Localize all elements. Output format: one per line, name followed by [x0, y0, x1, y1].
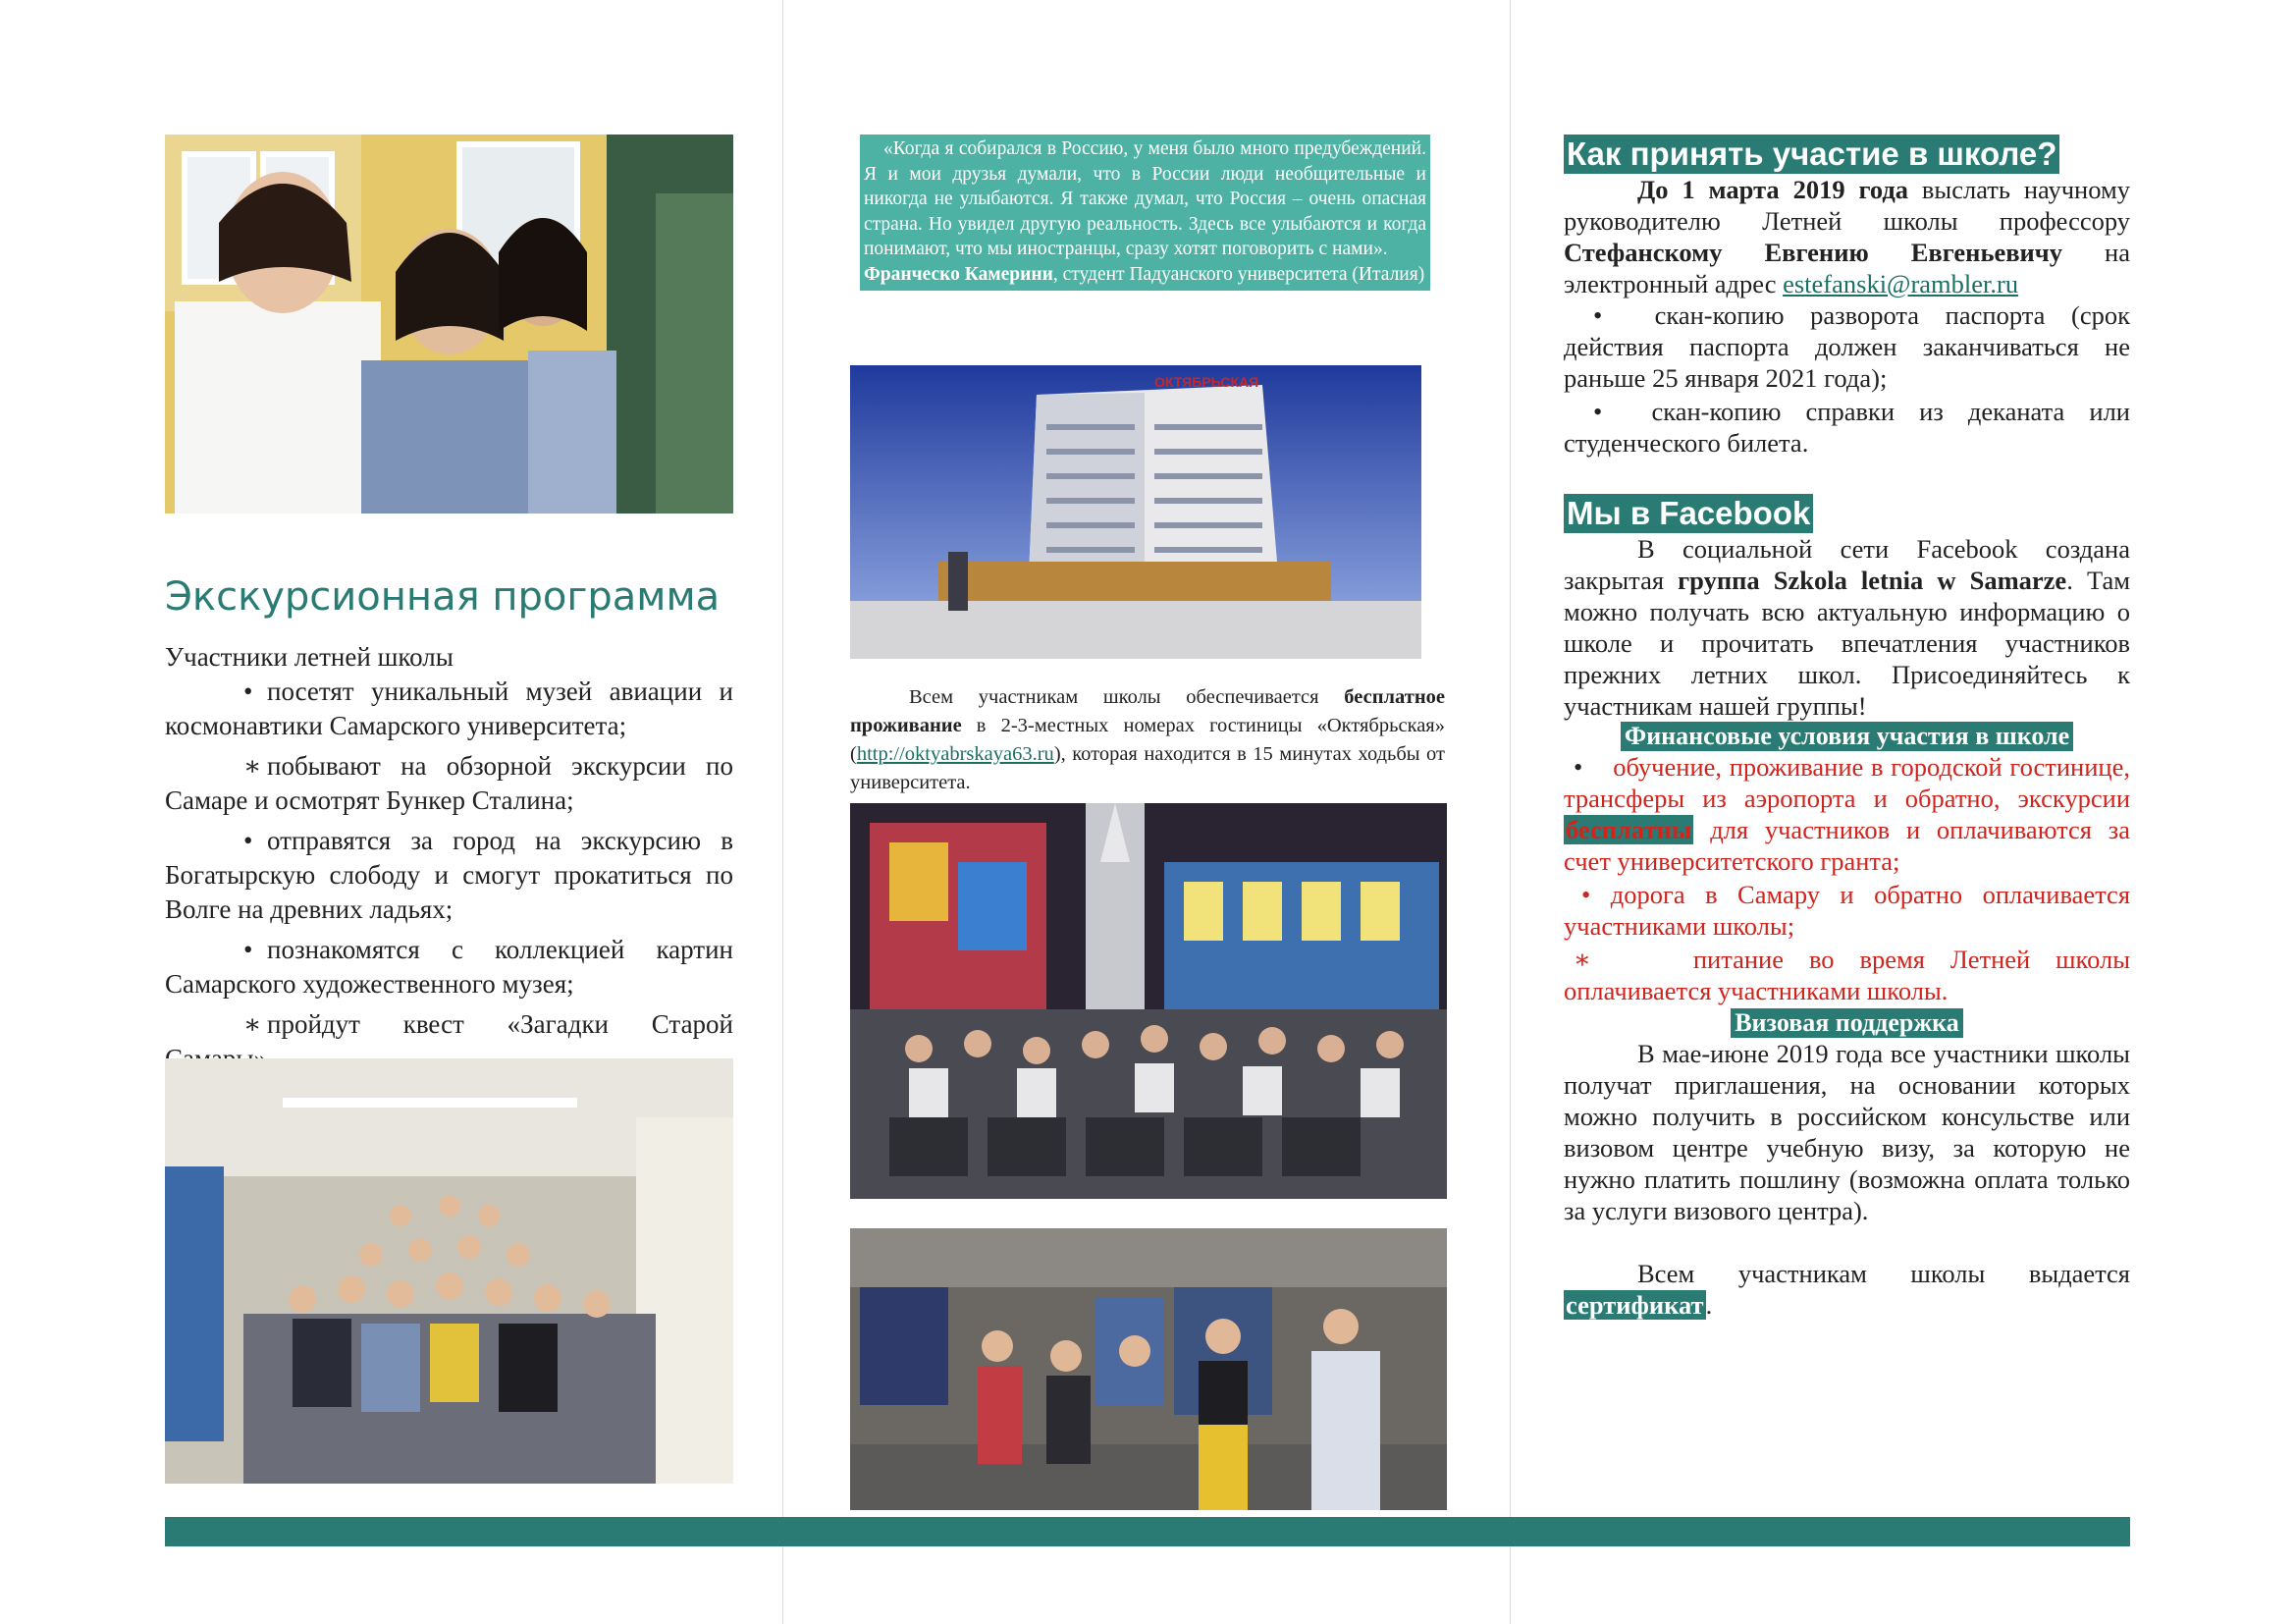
quote-text: «Когда я собирался в Россию, у меня было много предубеждений. Я и мои друзья думали, что в России люди необщительные и никогда не улыбаются. Я также думал, что Россия – очень опасная страна. Но увидел другую реальность. Здесь все улыбаются и когда понимают, что мы иностранцы, сразу хотят поговорить с нами». — [864, 138, 1426, 259]
hotel-photo — [850, 365, 1421, 659]
list-item: • посетят уникальный музей авиации и космонавтики Самарского университета; — [165, 677, 733, 740]
students-photo — [165, 135, 733, 514]
finance-section — [1564, 722, 2130, 1006]
fold-line-left — [782, 0, 783, 1624]
bullet-icon: • — [1574, 752, 1583, 782]
bullet-icon: • — [1593, 300, 1603, 330]
how-to-apply-section — [1564, 135, 2130, 459]
facebook-text: В социальной сети Facebook создана закрытая группа Szkola letnia w Samarze. Там можно получать всю актуальную информацию о школе и прочитать впечатления участников прежних летних школ. Присоединяйтесь к участникам нашей группы! — [1564, 534, 2131, 721]
bullet-icon: • — [1593, 397, 1603, 426]
visa-text: В мае-июне 2019 года все участники школы получат приглашения, на основании которых можно получить в российском консульстве или визовом центре учебную визу, за которую не нужно платить пошлину (возможна оплата только за услуги визового центра). — [1564, 1039, 2130, 1225]
excursion-title: Экскурсионная программа — [165, 574, 721, 620]
list-item: • обучение, проживание в городской гостинице, трансферы из аэропорта и обратно, экскурсии бесплатны для участников и оплачиваются за счет университетского гранта; — [1564, 752, 2130, 876]
excursion-intro: Участники летней школы — [165, 642, 454, 672]
how-to-apply-title: Как принять участие в школе? — [1564, 135, 2059, 174]
facebook-section — [1564, 494, 2130, 722]
list-item: ∗ побывают на обзорной экскурсии по Самаре и осмотрят Бункер Сталина; — [165, 751, 733, 815]
deadline: До 1 марта 2019 года — [1637, 175, 1908, 204]
asterisk-icon: ∗ — [243, 751, 262, 781]
visa-title: Визовая поддержка — [1731, 1008, 1963, 1038]
museum-tour-photo — [850, 1228, 1447, 1510]
bullet-icon: • — [243, 826, 253, 855]
list-item: • отправятся за город на экскурсию в Богатырскую слободу и смогут прокатиться по Волге на древних ладьях; — [165, 826, 733, 924]
list-item: • скан-копию разворота паспорта (срок действия паспорта должен заканчиваться не раньше 25 января 2021 года); — [1564, 300, 2130, 393]
email-link[interactable]: estefanski@rambler.ru — [1783, 269, 2019, 298]
group-photo — [165, 1058, 733, 1484]
accommodation-text: Всем участникам школы обеспечивается бесплатное проживание в 2-3-местных номерах гостиницы «Октябрьская» (http://oktyabrskaya63.ru), которая находится в 15 минутах ходьбы от университета. — [850, 686, 1445, 793]
certificate-badge: сертификат — [1566, 1290, 1704, 1320]
list-item: ∗ питание во время Летней школы оплачивается участниками школы. — [1564, 945, 2131, 1005]
excursion-list — [165, 640, 733, 1082]
bullet-icon: • — [243, 677, 253, 706]
facebook-title: Мы в Facebook — [1564, 494, 1813, 533]
quote-author-info: , студент Падуанского университета (Италия) — [1052, 263, 1425, 285]
hotel-sign: ОКТЯБРЬСКАЯ — [1154, 374, 1259, 390]
asterisk-icon: ∗ — [243, 1009, 262, 1039]
visa-section — [1564, 1008, 2130, 1321]
hotel-link[interactable]: http://oktyabrskaya63.ru — [856, 743, 1054, 765]
free-accommodation: бесплатное проживание — [850, 686, 1445, 736]
free-badge: бесплатны — [1566, 815, 1692, 844]
certificate-text: Всем участникам школы выдается сертификат. — [1566, 1259, 2130, 1320]
finance-title: Финансовые условия участия в школе — [1621, 722, 2073, 751]
asterisk-icon: ∗ — [1574, 945, 1592, 974]
professor-name: Стефанскому Евгению Евгеньевичу — [1564, 238, 2063, 267]
list-item: • познакомятся с коллекцией картин Самарского художественного музея; — [165, 935, 733, 999]
footer-bar — [165, 1517, 2130, 1546]
facebook-group: группа Szkola letnia w Samarze — [1678, 566, 2067, 595]
museum-lecture-photo — [850, 803, 1447, 1199]
list-item: • скан-копию справки из деканата или студенческого билета. — [1564, 397, 2130, 458]
excursion-section — [165, 574, 733, 620]
list-item: • дорога в Самару и обратно оплачивается участниками школы; — [1564, 880, 2131, 941]
list-item: ∗ пройдут квест «Загадки Старой — [165, 1007, 733, 1076]
testimonial-quote — [860, 135, 1430, 291]
fold-line-right — [1510, 0, 1511, 1624]
bullet-icon: • — [1581, 880, 1591, 909]
how-to-apply-text: До 1 марта 2019 года выслать научному руководителю Летней школы профессору Стефанскому Евгению Евгеньевичу на электронный адрес estefanski@rambler.ru • скан-копию разворота паспорта (срок действия паспорта должен заканчиваться не раньше 25 января 2021 года); • скан-копию справки из деканата или студенческого билета. — [1564, 175, 2130, 458]
bullet-icon: • — [243, 935, 253, 964]
quote-author: Франческо Камерини — [864, 263, 1053, 285]
quote-attribution — [864, 262, 1426, 288]
